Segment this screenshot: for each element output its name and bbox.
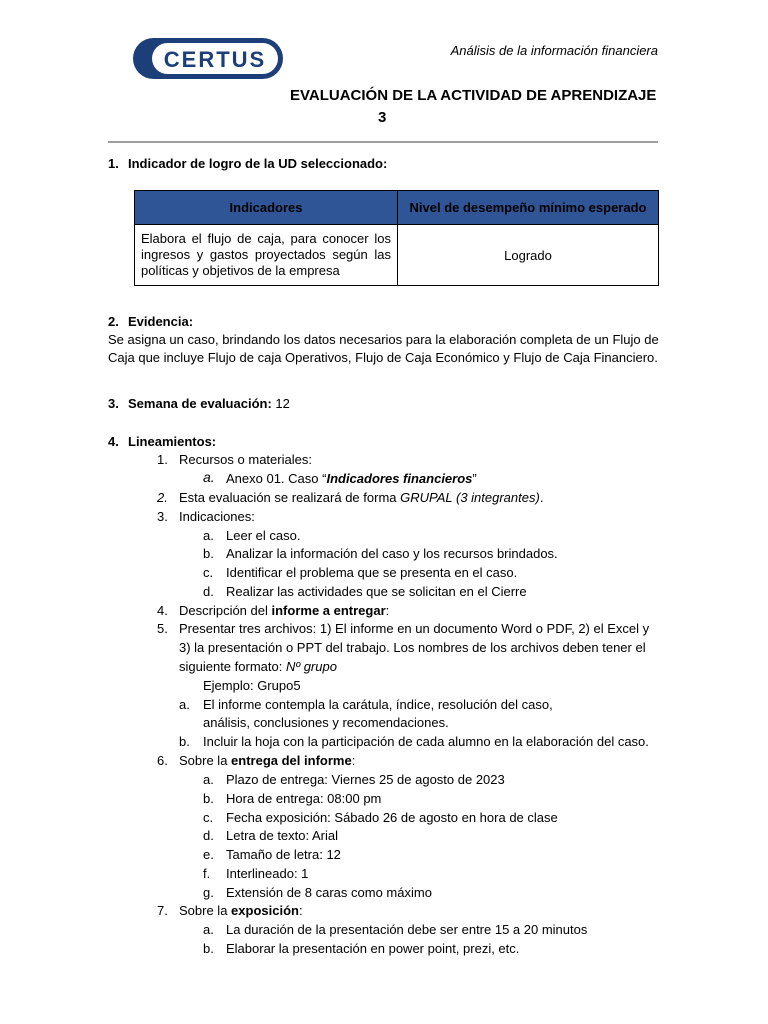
annex-text: Anexo 01. Caso “ xyxy=(226,471,327,486)
section-3-number: 3. xyxy=(108,396,119,411)
header-divider xyxy=(108,141,658,143)
item-text: siguiente formato: xyxy=(179,659,286,674)
section-number: 1. xyxy=(108,156,119,171)
list-number: 2. xyxy=(157,490,168,505)
list-letter: g. xyxy=(203,885,214,900)
list-letter: c. xyxy=(203,810,214,825)
list-item: Leer el caso. xyxy=(226,528,301,543)
section-2-label: Evidencia: xyxy=(128,314,194,329)
list-item: Tamaño de letra: 12 xyxy=(226,847,341,862)
section-3-label: Semana de evaluación: xyxy=(128,396,272,411)
annex-case-name: Indicadores financieros xyxy=(326,471,473,486)
item-end: : xyxy=(351,753,356,768)
list-item: Interlineado: 1 xyxy=(226,866,309,881)
list-letter: a. xyxy=(203,772,214,787)
list-letter: a. xyxy=(203,922,214,937)
section-1-heading xyxy=(108,156,119,171)
list-item xyxy=(179,753,355,768)
list-letter: b. xyxy=(179,734,190,749)
title-line-1: EVALUACIÓN DE LA ACTIVIDAD DE APRENDIZAJE xyxy=(290,87,657,104)
logo-text: CERTUS xyxy=(163,47,267,72)
certus-logo xyxy=(132,37,284,80)
table-row xyxy=(135,225,659,286)
list-item: Hora de entrega: 08:00 pm xyxy=(226,791,382,806)
list-item: Realizar las actividades que se solicitan en el Cierre xyxy=(226,584,527,599)
course-name: Análisis de la información financiera xyxy=(450,43,658,58)
section-4-label: Lineamientos: xyxy=(128,434,217,449)
list-item: Indicaciones: xyxy=(179,509,255,524)
table-cell-indicator: Elabora el flujo de caja, para conocer los ingresos y gastos proyectados según las políticas y objetivos de la empresa xyxy=(135,225,398,286)
section-4-number: 4. xyxy=(108,434,119,449)
list-item: Analizar la información del caso y los recursos brindados. xyxy=(226,546,558,561)
list-item: Plazo de entrega: Viernes 25 de agosto de 2023 xyxy=(226,772,505,787)
list-item: La duración de la presentación debe ser entre 15 a 20 minutos xyxy=(226,922,588,937)
item-italic: Nº grupo xyxy=(285,659,337,674)
list-item xyxy=(226,471,477,486)
list-item xyxy=(179,490,543,505)
item-text: Sobre la xyxy=(179,753,232,768)
list-letter: b. xyxy=(203,941,214,956)
list-item: Identificar el problema que se presenta en el caso. xyxy=(226,565,518,580)
table-cell-level: Logrado xyxy=(398,225,659,286)
evidence-text-line-2: Caja que incluye Flujo de caja Operativos, Flujo de Caja Económico y Flujo de Caja Financiero. xyxy=(108,350,658,365)
list-letter: a. xyxy=(203,528,214,543)
table-header-row xyxy=(135,191,659,225)
list-item xyxy=(179,603,389,618)
item-text: Sobre la xyxy=(179,903,232,918)
annex-close: ” xyxy=(472,471,477,486)
logo-shape xyxy=(132,37,284,80)
list-letter: f. xyxy=(203,866,211,881)
table-header-cell: Nivel de desempeño mínimo esperado xyxy=(398,191,659,225)
list-item-line xyxy=(179,659,337,674)
item-bold: informe a entregar xyxy=(271,603,386,618)
list-number: 6. xyxy=(157,753,168,768)
list-number: 4. xyxy=(157,603,168,618)
title-line-2: 3 xyxy=(378,109,387,126)
list-letter: d. xyxy=(203,828,214,843)
list-letter: b. xyxy=(203,546,214,561)
list-item: Recursos o materiales: xyxy=(179,452,312,467)
indicators-table xyxy=(134,190,659,286)
item-bold: exposición xyxy=(231,903,299,918)
list-letter: a. xyxy=(203,469,215,485)
list-item: Fecha exposición: Sábado 26 de agosto en hora de clase xyxy=(226,810,558,825)
list-number: 3. xyxy=(157,509,168,524)
list-item xyxy=(179,903,303,918)
item-end: : xyxy=(298,903,303,918)
item-end: : xyxy=(385,603,390,618)
section-3-line xyxy=(128,396,290,411)
item-bold: entrega del informe xyxy=(231,753,352,768)
section-1-label: Indicador de logro de la UD seleccionado: xyxy=(128,156,388,171)
list-letter: e. xyxy=(203,847,214,862)
list-item: Extensión de 8 caras como máximo xyxy=(226,885,432,900)
list-letter: a. xyxy=(179,697,190,712)
table-header-cell: Indicadores xyxy=(135,191,398,225)
list-item: Letra de texto: Arial xyxy=(226,828,339,843)
list-letter: d. xyxy=(203,584,214,599)
list-number: 5. xyxy=(157,621,168,636)
item-end: . xyxy=(539,490,544,505)
example-text: Ejemplo: Grupo5 xyxy=(203,678,301,693)
evaluation-week-value: 12 xyxy=(271,396,290,411)
list-item-line: El informe contempla la carátula, índice, resolución del caso, xyxy=(203,697,553,712)
list-number: 7. xyxy=(157,903,168,918)
evidence-text-line-1: Se asigna un caso, brindando los datos necesarios para la elaboración completa de un Flujo de xyxy=(108,332,659,347)
list-item-line: 3) la presentación o PPT del trabajo. Los nombres de los archivos deben tener el xyxy=(179,640,646,655)
item-italic: GRUPAL (3 integrantes) xyxy=(400,490,540,505)
item-text: Esta evaluación se realizará de forma xyxy=(179,490,401,505)
section-2-number: 2. xyxy=(108,314,119,329)
list-item: Incluir la hoja con la participación de cada alumno en la elaboración del caso. xyxy=(203,734,649,749)
item-text: Descripción del xyxy=(179,603,272,618)
list-number: 1. xyxy=(157,452,168,467)
list-item-line: Presentar tres archivos: 1) El informe en un documento Word o PDF, 2) el Excel y xyxy=(179,621,650,636)
list-letter: b. xyxy=(203,791,214,806)
list-item: Elaborar la presentación en power point, prezi, etc. xyxy=(226,941,520,956)
list-letter: c. xyxy=(203,565,214,580)
list-item-line: análisis, conclusiones y recomendaciones. xyxy=(203,715,449,730)
